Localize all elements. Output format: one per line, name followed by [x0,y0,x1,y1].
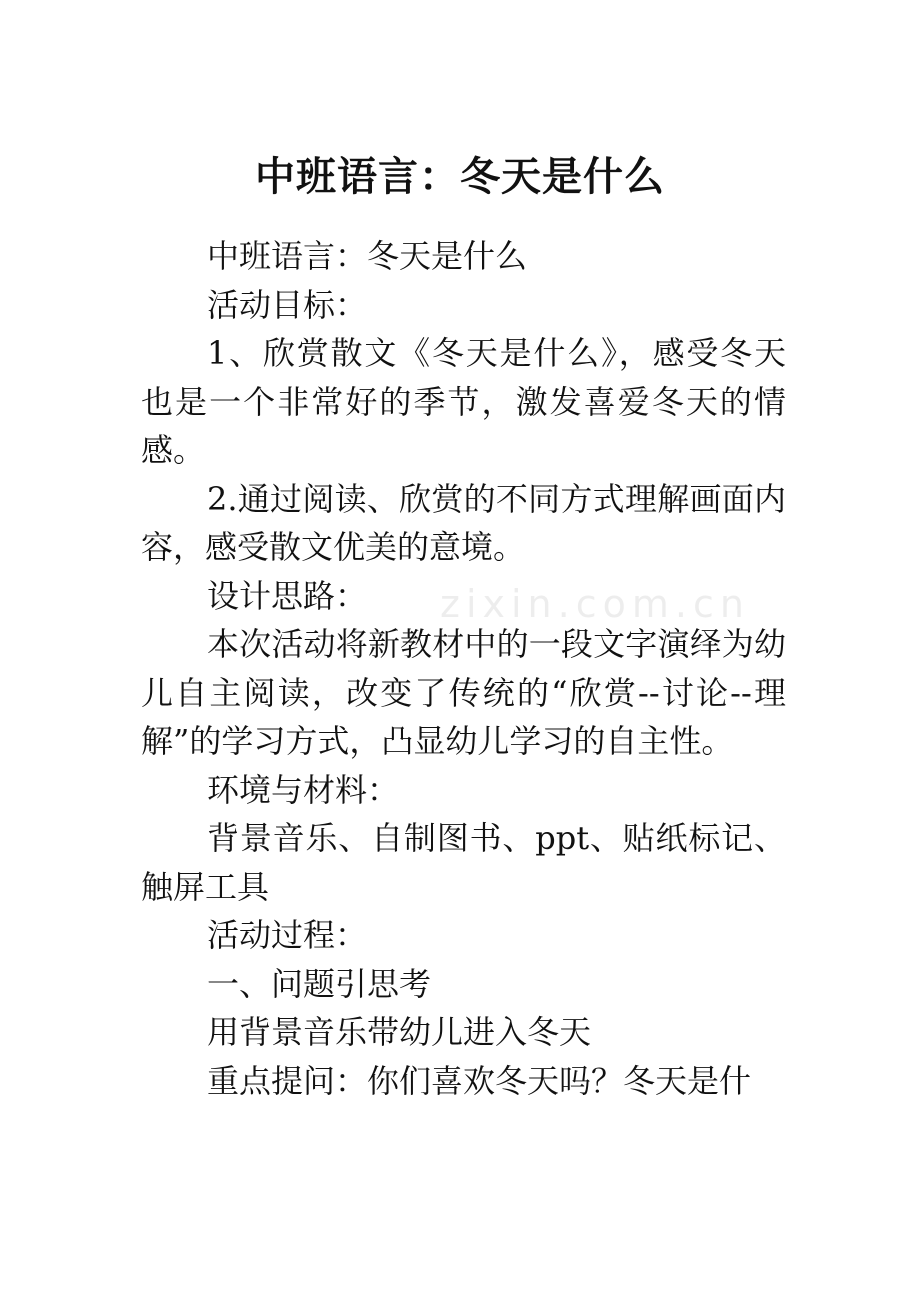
paragraph-design-heading: 设计思路： [207,576,368,615]
paragraph-goal-2: 2.通过阅读、欣赏的不同方式理解画面内容，感受散文优美的意境。 [141,479,786,566]
paragraph-key-question: 重点提问：你们喜欢冬天吗？冬天是什 [207,1061,752,1100]
paragraph-goal-1: 1、欣赏散文《冬天是什么》，感受冬天也是一个非常好的季节，激发喜爱冬天的情感。 [141,334,786,469]
paragraph-subtitle: 中班语言：冬天是什么 [207,237,528,275]
paragraph-materials-heading: 环境与材料： [207,770,400,809]
watermark: zixin.com.cn [440,582,750,626]
document-title: 中班语言：冬天是什么 [255,152,665,200]
paragraph-step-1-music: 用背景音乐带幼儿进入冬天 [207,1013,592,1051]
paragraph-materials: 背景音乐、自制图书、ppt、贴纸标记、触屏工具 [141,819,786,906]
paragraph-process-heading: 活动过程： [207,916,368,954]
paragraph-step-1: 一、问题引思考 [207,964,432,1003]
paragraph-goals-heading: 活动目标： [207,285,368,324]
document-body [141,232,786,1105]
paragraph-design: 本次活动将新教材中的一段文字演绎为幼儿自主阅读，改变了传统的“欣赏--讨论--理解”的学习方式，凸显幼儿学习的自主性。 [141,625,786,760]
